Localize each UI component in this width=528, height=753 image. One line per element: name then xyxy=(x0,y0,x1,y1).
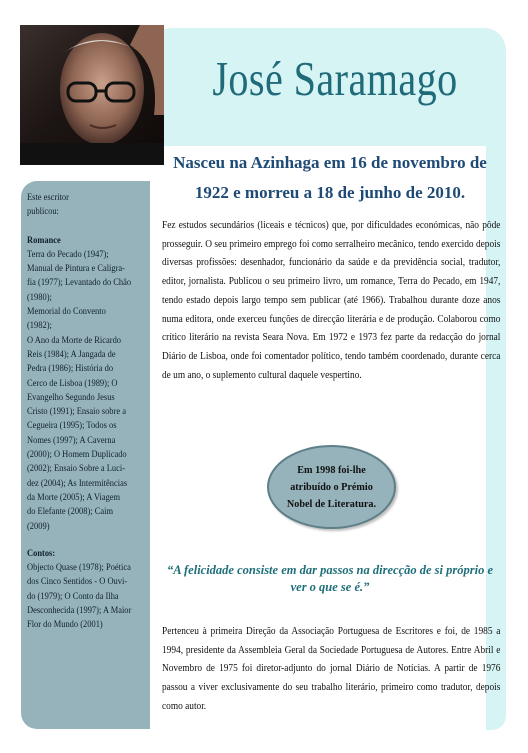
contos-heading: Contos: xyxy=(27,547,56,559)
nobel-line: Em 1998 foi-lhe xyxy=(297,464,366,476)
page-title: José Saramago xyxy=(212,51,458,106)
contos-list xyxy=(27,561,173,632)
list-item: do Elefante (2008); Caim xyxy=(27,506,114,518)
list-item: dos Cinco Sentidos - O Ouvi- xyxy=(27,576,128,588)
list-item: O Ano da Morte de Ricardo xyxy=(27,334,122,346)
biography-paragraph: Fez estudos secundários (liceais e técnicos) que, por dificuldades económicas, não pôde prosseguir. O seu primeiro emprego foi como serralheiro mecânico, tendo exercido depois diversas profissões: desenhador, funcionário da saúde e da previdência social, tradutor, editor, jornalista. Publicou o seu primeiro livro, um romance, Terra do Pecado, em 1947, tendo estado depois largo tempo sem publicar (até 1966). Trabalhou durante doze anos numa editora, onde exerceu funções de direcção literária e de produção. Colaborou como crítico literário na revista Seara Nova. Em 1972 e 1973 fez parte da redacção do jornal Diário de Lisboa, onde foi comentador político, tendo também coordenado, durante cerca de um ano, o suplemento cultural daquele vespertino. xyxy=(162,220,501,381)
list-item: (1982); xyxy=(27,320,52,332)
list-item: da Morte (2005); A Viagem xyxy=(27,491,121,503)
list-item: Nomes (1997); A Caverna xyxy=(27,434,116,446)
list-item: Flor do Mundo (2001) xyxy=(27,619,103,631)
list-item: Cerco de Lisboa (1989); O xyxy=(27,377,118,389)
list-item: fia (1977); Levantado do Chão xyxy=(27,277,132,289)
list-item: Desconhecida (1997); A Maior xyxy=(27,605,132,617)
list-item: Manual de Pintura e Caligra- xyxy=(27,263,125,275)
list-item: dez (2004); As Intermitências xyxy=(27,477,128,489)
list-item: do (1979); O Conto da Ilha xyxy=(27,590,119,602)
romance-heading: Romance xyxy=(27,234,61,246)
nobel-line: Nobel de Literatura. xyxy=(286,498,377,510)
nobel-callout xyxy=(267,445,396,529)
quote: “A felicidade consiste em dar passos na direcção de si próprio e ver o que se é.” xyxy=(166,563,494,594)
portrait-photo xyxy=(20,25,164,165)
list-item: Terra do Pecado (1947); xyxy=(27,248,109,260)
list-item: Evangelho Segundo Jesus xyxy=(27,391,115,403)
list-item: (2000); O Homem Duplicado xyxy=(27,449,127,461)
headline-line-2: 1922 e morreu a 18 de junho de 2010. xyxy=(194,183,466,202)
list-item: Pedra (1986); História do xyxy=(27,363,114,375)
list-item: Objecto Quase (1978); Poética xyxy=(27,562,131,574)
list-item: (2002); Ensaio Sobre a Luci- xyxy=(27,463,126,475)
list-item: Cristo (1991); Ensaio sobre a xyxy=(27,406,126,418)
sidebar-intro: publicou: xyxy=(27,206,59,218)
list-item: Reis (1984); A Jangada de xyxy=(27,348,116,360)
list-item: Cegueira (1995); Todos os xyxy=(27,420,117,432)
biography-paragraph: Pertenceu à primeira Direção da Associação Portuguesa de Escritores e foi, de 1985 a 1994, presidente da Assembleia Geral da Sociedade Portuguesa de Autores. Entre Abril e Novembro de 1975 foi diretor-adjunto do jornal Diário de Notícias. A partir de 1976 passou a viver exclusivamente do seu trabalho literário, primeiro como tradutor, depois como autor. xyxy=(162,626,501,712)
list-item: (2009) xyxy=(27,520,50,532)
romance-list xyxy=(27,248,173,534)
list-item: (1980); xyxy=(27,291,52,303)
headline-line-1: Nasceu na Azinhaga em 16 de novembro de xyxy=(173,153,487,172)
bibliography xyxy=(27,191,173,633)
headline xyxy=(160,148,500,208)
nobel-line: atribuído o Prémio xyxy=(290,481,373,493)
list-item: Memorial do Convento xyxy=(27,306,106,318)
sidebar-intro: Este escritor xyxy=(27,192,69,203)
